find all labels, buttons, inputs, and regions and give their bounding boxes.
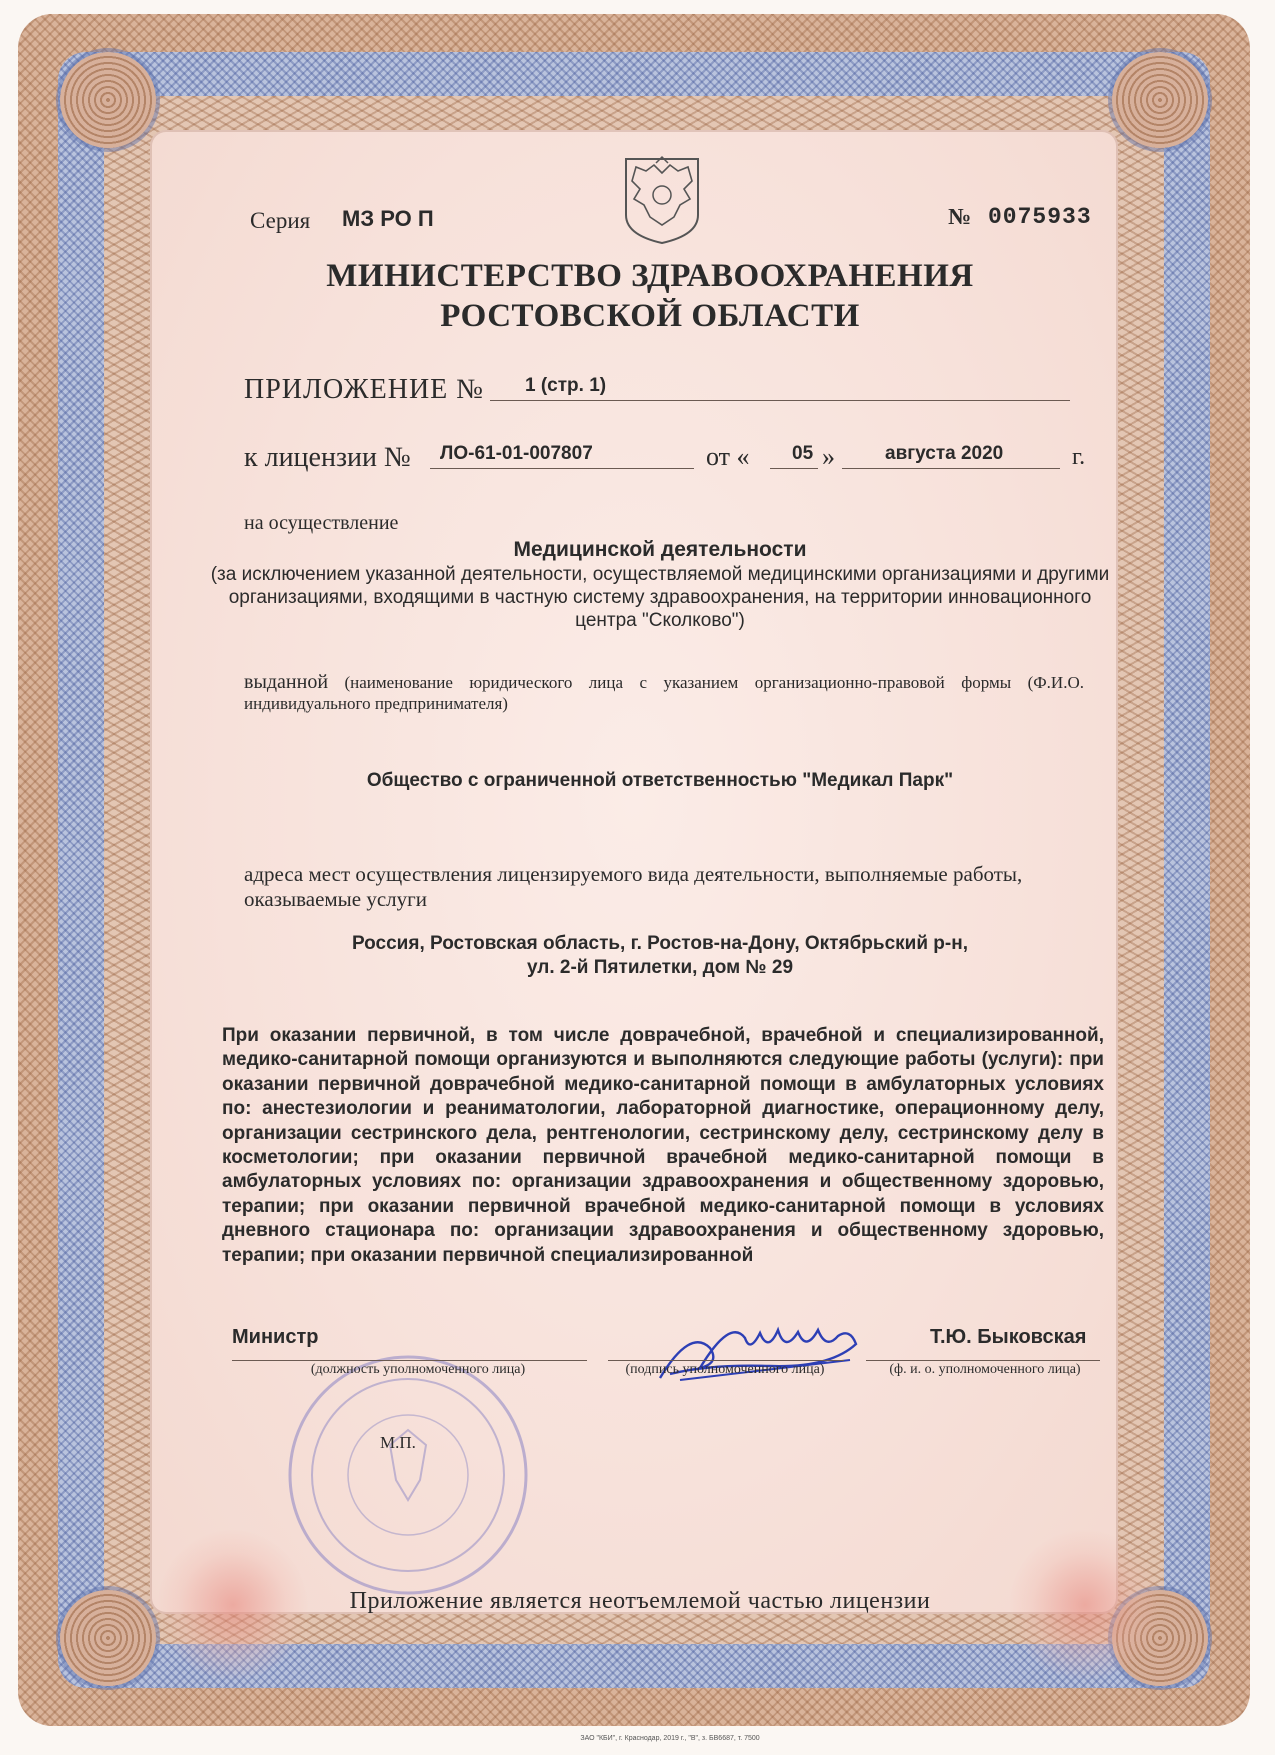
handwritten-signature (650, 1308, 870, 1398)
position-underline (232, 1360, 587, 1361)
ministry-title (200, 256, 1100, 336)
form-number-value: 0075933 (988, 204, 1092, 230)
corner-rosette-top-left (60, 52, 156, 148)
ministry-title-line2: РОСТОВСКОЙ ОБЛАСТИ (440, 298, 860, 334)
date-quote-close: » (822, 442, 835, 471)
appendix-label: ПРИЛОЖЕНИЕ № (244, 374, 484, 405)
activity-intro: на осуществление (244, 512, 399, 534)
corner-rosette-top-right (1112, 52, 1208, 148)
license-number-underline (430, 468, 694, 469)
license-number: ЛО-61-01-007807 (440, 443, 593, 464)
name-underline (866, 1360, 1100, 1361)
year-suffix: г. (1072, 444, 1086, 470)
official-stamp-seal (278, 1350, 538, 1600)
coat-of-arms-emblem-icon (618, 155, 706, 245)
series-label: Серия (250, 208, 311, 233)
seal-place-label: М.П. (380, 1433, 416, 1452)
organization-name: Общество с ограниченной ответственностью "Медикал Парк" (366, 770, 954, 791)
license-month-year: августа 2020 (885, 443, 1004, 464)
caption-position: (должность уполномоченного лица) (310, 1362, 526, 1377)
date-from-label: от « (706, 442, 750, 471)
printer-imprint: ЗАО "КБИ", г. Краснодар, 2019 г., "В", з. БВ6687, т. 7500 (580, 1735, 760, 1742)
signature-underline (608, 1360, 844, 1361)
appendix-underline (490, 400, 1070, 401)
address-value (200, 932, 1120, 980)
signatory-name: Т.Ю. Быковская (930, 1326, 1087, 1348)
form-number-label: № (948, 204, 973, 229)
caption-fio: (ф. и. о. уполномоченного лица) (889, 1362, 1081, 1377)
caption-signature: (подпись уполномоченного лица) (625, 1362, 825, 1377)
license-day-underline (770, 468, 818, 469)
issued-lead: выданной (244, 671, 329, 693)
license-day: 05 (792, 443, 814, 464)
license-label: к лицензии № (244, 442, 411, 473)
address-line2: ул. 2-й Пятилетки, дом № 29 (526, 957, 794, 978)
footer-note: Приложение является неотъемлемой частью лицензии (349, 1588, 931, 1614)
license-month-underline (842, 468, 1060, 469)
signatory-position: Министр (232, 1326, 319, 1348)
activity-title: Медицинской деятельности (513, 538, 807, 561)
corner-rosette-bottom-left (60, 1590, 156, 1686)
works-services-text: При оказании первичной, в том числе доврачебной, врачебной и специализированной, медико-санитарной помощи организуются и выполняются следующие работы (услуги): при оказании первичной доврачебной медико-санитарной помощи в амбулаторных условиях по: анестезиологии и реаниматологии, лабораторной диагностике, операционному делу, организации сестринского дела, рентгенологии, сестринскому делу, сестринскому делу в косметологии; при оказании первичной врачебной медико-санитарной помощи в амбулаторных условиях по: организации здравоохранения и общественному здоровью, терапии; при оказании первичной врачебной медико-санитарной помощи в условиях дневного стационара по: организации здравоохранения и общественному здоровью, терапии; при оказании первичной специализированной (222, 1025, 1104, 1266)
address-line1: Россия, Ростовская область, г. Ростов-на-Дону, Октябрьский р-н, (351, 933, 968, 954)
address-intro: адреса мест осуществления лицензируемого вида деятельности, выполняемые работы, оказываемые услуги (244, 862, 1023, 911)
issued-description: (наименование юридического лица с указанием организационно-правовой формы (Ф.И.О. индивидуального предпринимателя) (244, 673, 1084, 713)
series-value: МЗ РО П (342, 206, 434, 231)
ministry-title-line1: МИНИСТЕРСТВО ЗДРАВООХРАНЕНИЯ (326, 258, 974, 294)
issued-to-label (244, 672, 1084, 714)
appendix-value: 1 (стр. 1) (525, 375, 607, 396)
activity-note: (за исключением указанной деятельности, осуществляемой медицинскими организациями и другими организациями, входящими в частную систему здравоохранения, на территории инновационного центра "Сколково") (210, 564, 1110, 631)
